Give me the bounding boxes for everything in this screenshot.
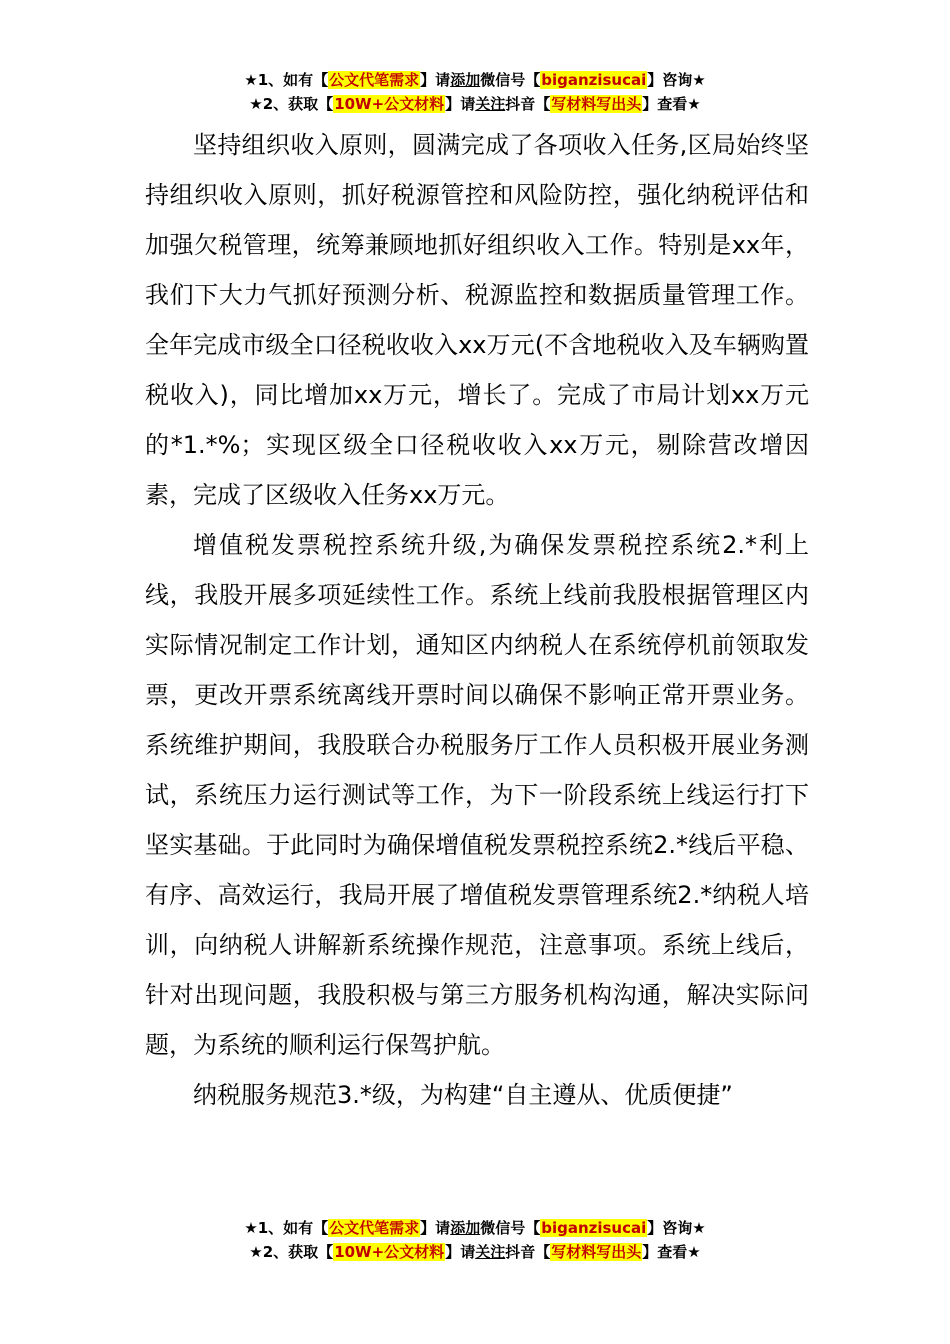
banner-text: 】咨询★ [647,71,706,89]
banner-emphasis: 关注 [475,1243,506,1261]
banner-line-1 [0,1216,950,1240]
banner-text: 】请 [420,71,451,89]
banner-text: 抖音【 [505,95,551,113]
paragraph-service-standard: 纳税服务规范3.*级，为构建“自主遵从、优质便捷” [193,1081,733,1109]
highlight-wechat-id: biganzisucai [541,1219,647,1237]
banner-text: 微信号【 [480,1219,541,1237]
banner-emphasis: 添加 [450,1219,481,1237]
bottom-banner [0,1216,950,1264]
banner-text: 抖音【 [505,1243,551,1261]
banner-text: 】咨询★ [647,1219,706,1237]
highlight-douyin-account: 写材料写出头 [551,1243,642,1261]
banner-text: 】查看★ [642,95,701,113]
highlight-materials: 10W+公文材料 [334,95,445,113]
highlight-service: 公文代笔需求 [329,1219,420,1237]
banner-emphasis: 添加 [450,71,481,89]
banner-text: ★2、获取【 [249,1243,334,1261]
banner-line-1 [0,68,950,92]
banner-text: 】请 [445,1243,476,1261]
highlight-service: 公文代笔需求 [329,71,420,89]
banner-text: ★1、如有【 [244,1219,329,1237]
banner-text: 微信号【 [480,71,541,89]
banner-line-2 [0,1240,950,1264]
banner-text: ★1、如有【 [244,71,329,89]
banner-text: 】查看★ [642,1243,701,1261]
paragraph-revenue: 坚持组织收入原则，圆满完成了各项收入任务,区局始终坚持组织收入原则，抓好税源管控和风险防控，强化纳税评估和加强欠税管理，统筹兼顾地抓好组织收入工作。特别是xx年，我们下大力气抓好预测分析、税源监控和数据质量管理工作。全年完成市级全口径税收收入xx万元(不含地税收入及车辆购置税收入)，同比增加xx万元，增长了。完成了市局计划xx万元的*1.*%；实现区级全口径税收收入xx万元，剔除营改增因素，完成了区级收入任务xx万元。 [145,131,809,509]
document-body [145,120,809,1120]
banner-line-2 [0,92,950,116]
banner-emphasis: 关注 [475,95,506,113]
banner-text: ★2、获取【 [249,95,334,113]
highlight-materials: 10W+公文材料 [334,1243,445,1261]
banner-text: 】请 [445,95,476,113]
highlight-douyin-account: 写材料写出头 [551,95,642,113]
highlight-wechat-id: biganzisucai [541,71,647,89]
paragraph-tax-control-system: 增值税发票税控系统升级,为确保发票税控系统2.*利上线，我股开展多项延续性工作。系统上线前我股根据管理区内实际情况制定工作计划，通知区内纳税人在系统停机前领取发票，更改开票系统离线开票时间以确保不影响正常开票业务。系统维护期间，我股联合办税服务厅工作人员积极开展业务测试，系统压力运行测试等工作，为下一阶段系统上线运行打下坚实基础。于此同时为确保增值税发票税控系统2.*线后平稳、有序、高效运行，我局开展了增值税发票管理系统2.*纳税人培训，向纳税人讲解新系统操作规范，注意事项。系统上线后，针对出现问题，我股积极与第三方服务机构沟通，解决实际问题，为系统的顺利运行保驾护航。 [145,531,809,1059]
banner-text: 】请 [420,1219,451,1237]
top-banner [0,68,950,116]
